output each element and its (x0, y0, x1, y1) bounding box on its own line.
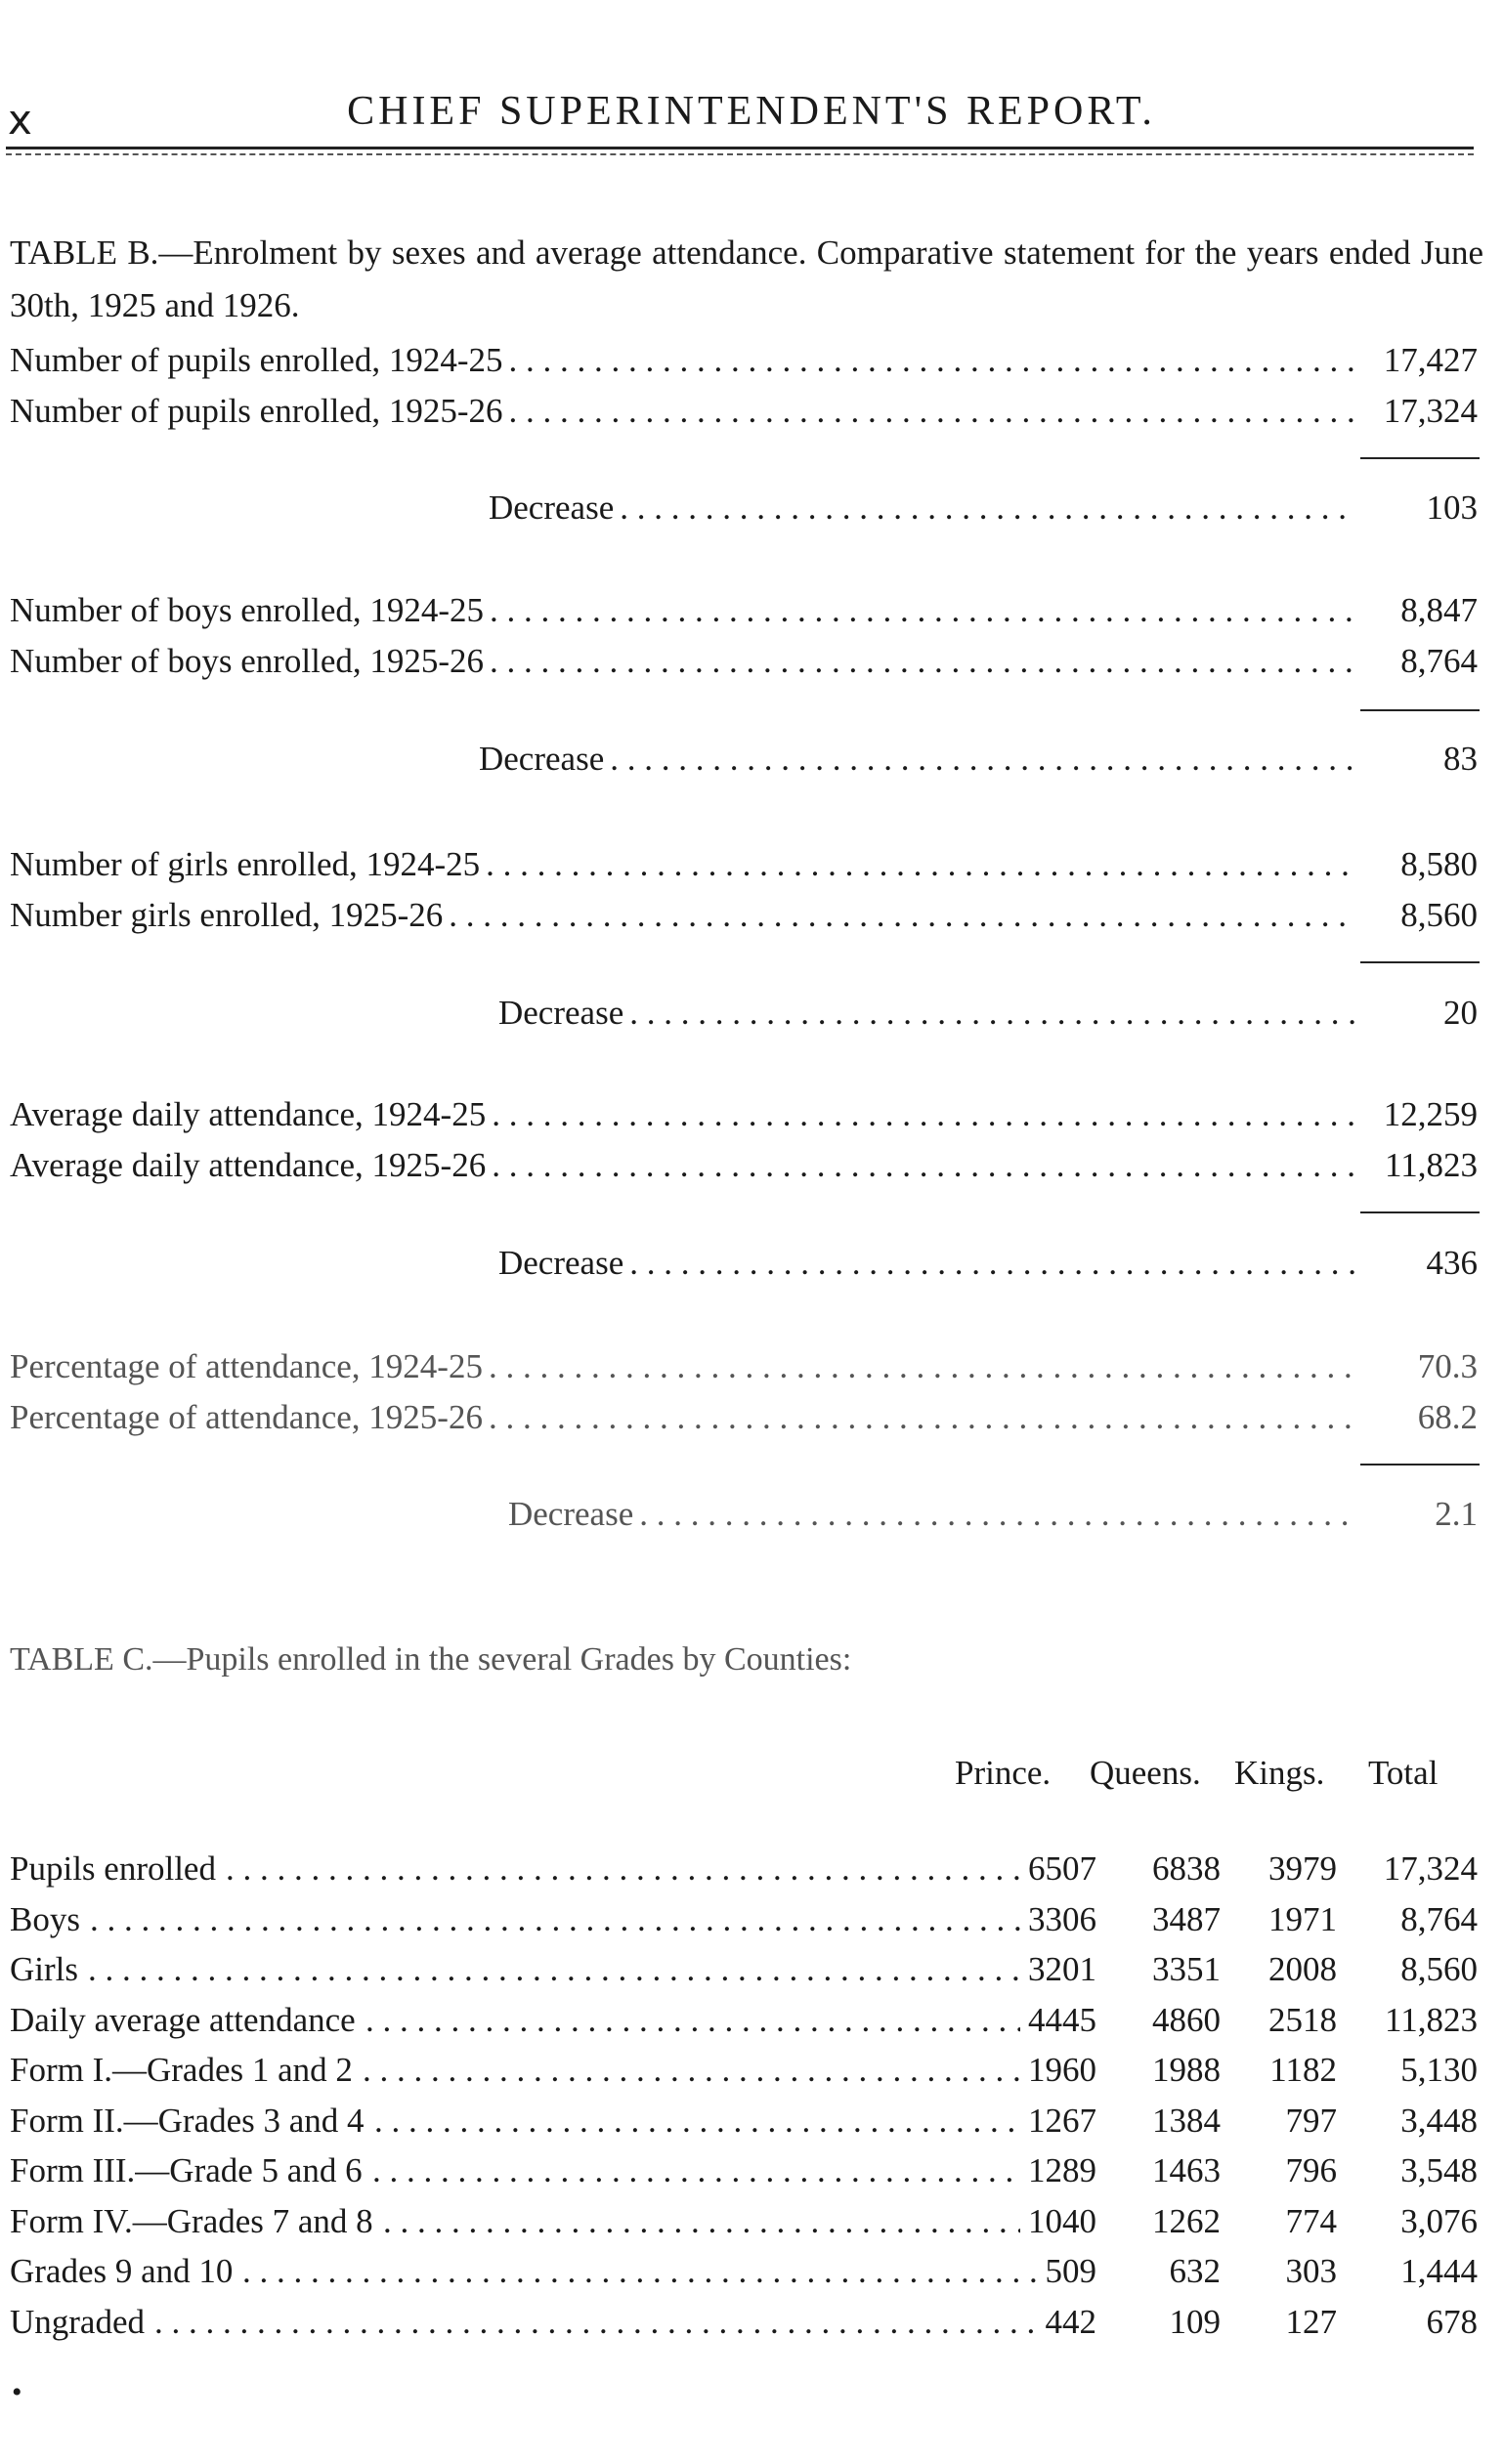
cell-kings: 3979 (1268, 1849, 1337, 1888)
table-row (10, 2298, 1478, 2347)
leader-dots (629, 991, 1354, 1036)
page-folio: x (8, 96, 32, 144)
leader-dots (242, 2247, 1038, 2296)
table-c-header (0, 1754, 1478, 1799)
cell-queens: 3351 (1152, 1950, 1221, 1988)
row-label: Form III.—Grade 5 and 6 (10, 2151, 363, 2189)
row-value: 70.3 (1417, 1347, 1478, 1385)
cell-kings: 127 (1285, 2302, 1337, 2341)
table-row (10, 2247, 1478, 2296)
header-rule-dashed (6, 153, 1474, 155)
row-value: 17,324 (1383, 392, 1478, 430)
leader-dots (639, 1492, 1354, 1537)
row-value: 8,764 (1400, 642, 1478, 680)
table-b-intro: TABLE B.—Enrolment by sexes and average attendance. Comparative statement for the years ended June 30th, 1925 and 1926. (10, 234, 1483, 324)
row-label: Average daily attendance, 1925-26 (10, 1146, 487, 1184)
cell-queens: 6838 (1152, 1849, 1221, 1888)
table-b-row (10, 1344, 1478, 1389)
table-row (10, 1945, 1478, 1994)
row-value: 8,560 (1400, 896, 1478, 934)
decrease-row (0, 1492, 1478, 1537)
table-row (10, 1996, 1478, 2045)
table-b-row (10, 842, 1478, 887)
cell-total: 8,764 (1400, 1899, 1478, 1938)
leader-dots (620, 486, 1354, 531)
cell-prince: 1960 (1028, 2051, 1096, 2089)
row-value: 8,580 (1400, 845, 1478, 883)
leader-dots (489, 1395, 1354, 1440)
row-value: 17,427 (1383, 341, 1478, 379)
cell-total: 11,823 (1385, 2000, 1478, 2039)
leader-dots (490, 588, 1354, 633)
decrease-label: Decrease (508, 1495, 634, 1533)
row-label: Average daily attendance, 1924-25 (10, 1095, 487, 1133)
cell-prince: 509 (1045, 2252, 1096, 2290)
row-value: 8,847 (1400, 591, 1478, 629)
decrease-label: Decrease (498, 1244, 624, 1282)
cell-total: 1,444 (1400, 2252, 1478, 2290)
cell-kings: 796 (1285, 2151, 1337, 2189)
cell-total: 3,548 (1400, 2151, 1478, 2189)
cell-total: 3,448 (1400, 2101, 1478, 2140)
row-value: 68.2 (1417, 1398, 1478, 1436)
row-label: Number of boys enrolled, 1925-26 (10, 642, 485, 680)
cell-kings: 1182 (1269, 2051, 1337, 2089)
cell-prince: 4445 (1028, 2000, 1096, 2039)
cell-total: 17,324 (1383, 1849, 1478, 1888)
decrease-row (0, 486, 1478, 531)
header-rule (6, 147, 1474, 149)
cell-prince: 3201 (1028, 1950, 1096, 1988)
cell-queens: 109 (1169, 2302, 1221, 2341)
column-header-queens: Queens. (1090, 1754, 1201, 1792)
leader-dots (629, 1241, 1354, 1286)
row-label: Pupils enrolled (10, 1849, 216, 1888)
leader-dots (509, 338, 1355, 383)
cell-kings: 774 (1285, 2201, 1337, 2240)
table-b-row (10, 639, 1478, 684)
table-c-title: TABLE C.—Pupils enrolled in the several Grades by Counties: (10, 1641, 852, 1678)
sum-rule (1360, 961, 1480, 963)
cell-queens: 632 (1169, 2252, 1221, 2290)
table-row (10, 2046, 1478, 2095)
row-label: Percentage of attendance, 1924-25 (10, 1347, 483, 1385)
printer-mark: • (12, 2376, 22, 2408)
decrease-label: Decrease (498, 994, 624, 1032)
leader-dots (226, 1845, 1020, 1893)
cell-prince: 442 (1045, 2302, 1096, 2341)
decrease-row (0, 991, 1478, 1036)
row-label: Number of boys enrolled, 1924-25 (10, 591, 485, 629)
row-label: Ungraded (10, 2302, 146, 2341)
table-row (10, 2197, 1478, 2246)
table-b-row (10, 1395, 1478, 1440)
column-header-total: Total (1368, 1754, 1439, 1792)
table-row (10, 1895, 1478, 1944)
leader-dots (509, 389, 1355, 434)
row-value: 11,823 (1385, 1146, 1478, 1184)
cell-kings: 2518 (1268, 2000, 1337, 2039)
leader-dots (449, 893, 1354, 938)
row-label: Number of pupils enrolled, 1925-26 (10, 392, 503, 430)
leader-dots (492, 1092, 1354, 1137)
cell-total: 3,076 (1400, 2201, 1478, 2240)
leader-dots (486, 842, 1354, 887)
row-label: Number of girls enrolled, 1924-25 (10, 845, 481, 883)
sum-rule (1360, 1211, 1480, 1213)
cell-prince: 1289 (1028, 2151, 1096, 2189)
leader-dots (363, 2046, 1020, 2095)
row-label: Girls (10, 1950, 78, 1988)
table-b-row (10, 1143, 1478, 1188)
sum-rule (1360, 457, 1480, 459)
column-header-prince: Prince. (955, 1754, 1052, 1792)
row-label: Boys (10, 1899, 80, 1938)
leader-dots (374, 2097, 1020, 2145)
cell-kings: 1971 (1268, 1899, 1337, 1938)
cell-queens: 1463 (1152, 2151, 1221, 2189)
cell-queens: 1262 (1152, 2201, 1221, 2240)
decrease-row (0, 1241, 1478, 1286)
cell-total: 5,130 (1400, 2051, 1478, 2089)
row-label: Form II.—Grades 3 and 4 (10, 2101, 365, 2140)
cell-queens: 1988 (1152, 2051, 1221, 2089)
leader-dots (88, 1945, 1020, 1994)
cell-prince: 6507 (1028, 1849, 1096, 1888)
cell-kings: 2008 (1268, 1950, 1337, 1988)
leader-dots (154, 2298, 1038, 2347)
sum-rule (1360, 1464, 1480, 1466)
row-label: Number girls enrolled, 1925-26 (10, 896, 444, 934)
leader-dots (365, 1996, 1020, 2045)
cell-kings: 797 (1285, 2101, 1337, 2140)
cell-queens: 4860 (1152, 2000, 1221, 2039)
decrease-value: 20 (1443, 994, 1478, 1032)
row-value: 12,259 (1383, 1095, 1478, 1133)
decrease-value: 436 (1426, 1244, 1478, 1282)
row-label: Percentage of attendance, 1925-26 (10, 1398, 483, 1436)
cell-queens: 1384 (1152, 2101, 1221, 2140)
cell-prince: 3306 (1028, 1899, 1096, 1938)
decrease-label: Decrease (479, 740, 605, 778)
leader-dots (383, 2197, 1020, 2246)
leader-dots (489, 1344, 1354, 1389)
cell-prince: 1267 (1028, 2101, 1096, 2140)
leader-dots (492, 1143, 1354, 1188)
sum-rule (1360, 709, 1480, 711)
decrease-label: Decrease (489, 489, 615, 527)
table-row (10, 2146, 1478, 2195)
row-label: Form IV.—Grades 7 and 8 (10, 2201, 373, 2240)
leader-dots (490, 639, 1354, 684)
decrease-value: 2.1 (1435, 1495, 1478, 1533)
decrease-value: 103 (1426, 489, 1478, 527)
leader-dots (372, 2146, 1020, 2195)
cell-kings: 303 (1285, 2252, 1337, 2290)
column-header-kings: Kings. (1234, 1754, 1325, 1792)
row-label: Daily average attendance (10, 2000, 356, 2039)
table-b-row (10, 1092, 1478, 1137)
row-label: Form I.—Grades 1 and 2 (10, 2051, 353, 2089)
cell-total: 8,560 (1400, 1950, 1478, 1988)
table-b-row (10, 588, 1478, 633)
table-row (10, 2097, 1478, 2145)
row-label: Grades 9 and 10 (10, 2252, 234, 2290)
leader-dots (90, 1895, 1020, 1944)
table-b-row (10, 389, 1478, 434)
table-row (10, 1845, 1478, 1893)
running-head: CHIEF SUPERINTENDENT'S REPORT. (347, 89, 1156, 134)
cell-prince: 1040 (1028, 2201, 1096, 2240)
leader-dots (610, 737, 1354, 782)
decrease-value: 83 (1443, 740, 1478, 778)
table-b-row (10, 893, 1478, 938)
table-b-row (10, 338, 1478, 383)
cell-queens: 3487 (1152, 1899, 1221, 1938)
decrease-row (0, 737, 1478, 782)
row-label: Number of pupils enrolled, 1924-25 (10, 341, 503, 379)
cell-total: 678 (1426, 2302, 1478, 2341)
